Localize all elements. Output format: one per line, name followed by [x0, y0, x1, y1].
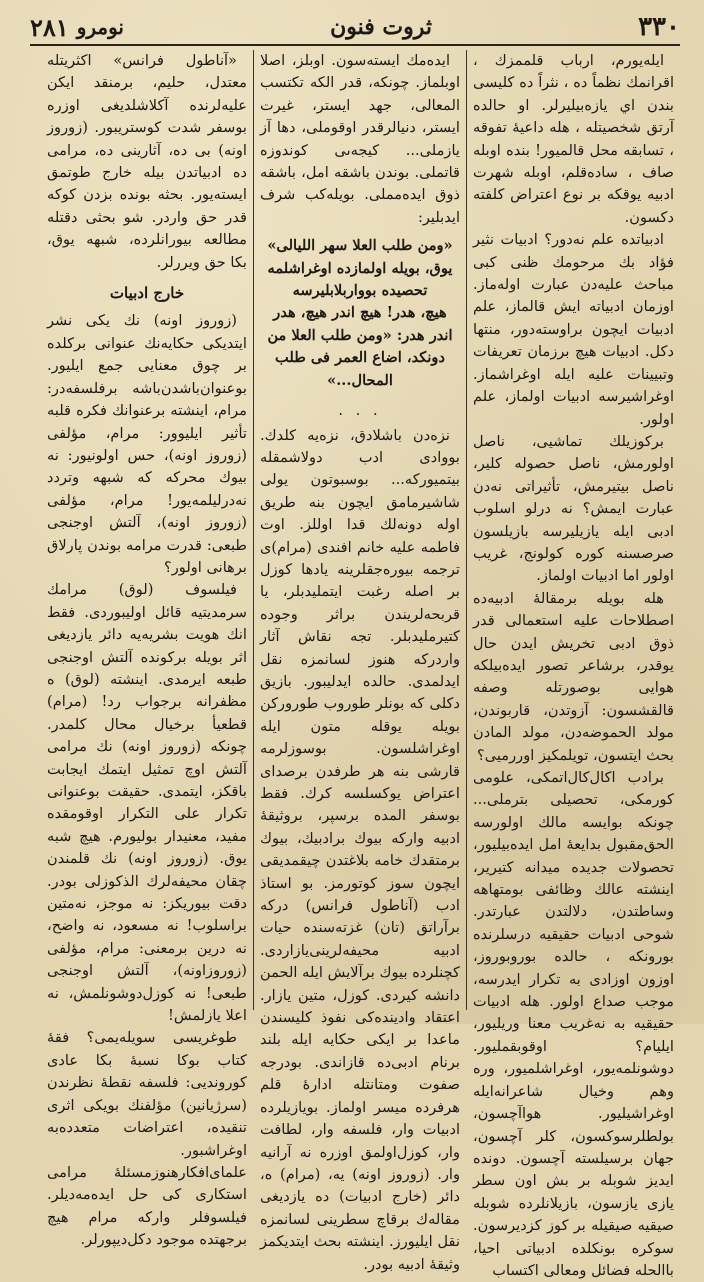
paragraph: «آناطول فرانس» اكثريتله معتدل، حليم، برمنقد ايكن عليه‌لرنده آكلاشلديغى اوزره بوسفر شدت كوستريبور. (زوروز اونه) بى ده، آثارينى ده، مرامى ده ادبياتدن بيله خارج طوتمق ايسته‌يور. بحثه بونده بزدن كوكه قدر حق واردر. شو بحثى دقتله مطالعه بيورانلرده، شبهه يوق، بكا حق ويررلر.: [47, 52, 247, 271]
paragraph: ايده‌مك ايسته‌سون. اوبلز، اصلا اوبلماز. چونكه، قدر الكه تكتسب المعالى، جهد ايستر، غيرت ايستر، دنيالرقدر اوقوملى، دها آز يازملى... كيجه‌ىى كوندوزه قاتملى. بوندن باشقه امل، باشقه ذوق ايده‌مملى. بويله‌كب شرف ايدبلير:: [260, 52, 460, 226]
paragraph: ايله‌يورم، ارباب قلممزك ، اقرانمك نظماً ده ، نثراً ده كليسى بندن اي يازه‌بيليرلر. او حالده آرتق شخصيتله ، هله داعيهٔ تفوقه ، تسابقه محل قالميور! بنده اوبله صاف ، ساده‌قلم، اوبله شهرت ادبيه يوقكه بر نوع اعتراض كلفته دكسون.: [473, 52, 674, 226]
issue-number: ٢٨١: [30, 12, 69, 42]
column-left: [41, 50, 254, 1249]
poem-line: هيچ، هدر! هيچ اندر هيچ، هدر اندر هدر: «ومن طلب العلا من دونكد، اضاع العمر فى طلب المحال...»: [267, 304, 453, 389]
poem-line: «ومن طلب العلا سهر الليالى» يوق، بويله اولمازده اوغراشلمه تحصيده بوواربلابليرسه: [267, 237, 453, 300]
issue-label: نومرو: [76, 15, 124, 39]
page-header: [30, 10, 680, 46]
column-right: [467, 50, 680, 1279]
paragraph: طوغريسى سويله‌يمى؟ فقهٔ كتاب بوكا نسبهٔ بكا عادى كورونديى: فلسفه نقطهٔ نظرندن (سرژيانين) مؤلفنك بويكى اثرى تنقيده، اعتراضات متعدده‌به اوغراشبور. علماى‌افكارهنوزمسئلهٔ مرامى استكارى كى حل ايده‌مه‌ديلر. فيلسوفلر واركه مرام هيچ برجهتده موجود دكل‌ديپورلر.: [47, 1029, 247, 1249]
paragraph: نزه‌دن باشلادق، نزه‌يه كلدك. بووادى ادب دولاشمقله بيتميوركه... بوسبوتون يولى شاشيرمامق ايچون بنه طريق اوله دونه‌لك قدا اوللز. اوت فاطمه عليه خانم افندى (مرام)ى ترجمه بيوره‌جقلرينه يادها كوزل بر اصله رغبت ايتمليدبلر، يا قربحه‌لريندن براثر وجوده كتيرمليدبلر. تجه نقاش آثار واردركه هنوز لسانمزه نقل ايدلمدى. حالده ايدليبور. بازيق دكلى كه بونلر طوروب طوروركن بويله يوقله متون ايله اوغراشلسون. بوسوزلرمه قارشى بنه هر طرفدن برصداى اعتراض يوكسلسه كرك. فقط بوسفر المده برسپر، بروثيقهٔ ادبيه واركه بيوك برادبيك، بيوك برمتقدك خامه بلاغتدن چيقمديقى ايچون سوز كوتورمز. بو استاذ ادب (آناطول فرانس) دركه برآراتق (تان) غزته‌سنده حيات ادبيه محيفه‌لرينى‌يازاردى. كچنلرده بيوك برآلايش ايله الحمن دانشه كيردى. كوزل، متين يازار. اعتقاد وادينده‌كى نفوذ كليسندن ماعدا بر ايكى حكايه ايله بلند برنام ادبى‌ده قازاندى. بودرجه صفوت ومتانتله ادارهٔ قلم هرفرده ميسر اولماز. بويازيلرده ادبيات وار، فلسفه وار، لطافت وار، كوزل‌اولمق اوزره نه آرانيه وار. (زوروز اونه) يه، (مرام) ه، دائر (خارج ادبيات) ده يازديغى مقاله‌ك برقاچ سطرينى لسانمزه نقل ايليورز. اينشته بحث ايتديكمز وثيقهٔ ادبيه بودر.: [260, 426, 460, 1273]
section-heading: خارج ادبيات: [109, 284, 185, 303]
paragraph: هله بويله برمقالهٔ ادبيه‌ده اصطلاحات عليه استعمالى قدر ذوق ادبى تخريش ايدن حال يوقدر، برشاعر تصور ايده‌بيلكه هوايى بوصورتله وصفه قالقشسون: آزوتدن، قاربوندن، مولد الحموضه‌دن، مولد المادن بحث ايتسون، تويلمكيز اوررميى؟: [473, 589, 674, 764]
text-columns: [30, 50, 680, 1279]
paragraph: برادب اكال‌كال‌اتمكى، علومى كورمكى، تحصيلى بترملى... چونكه بوايسه مالك اولورسه الحق‌مقبول بدايعهٔ امل ايده‌بيليور، تحصولات جديده ميدانه كتيرير، اينشته عالك وظائفى بومتهاهه وساطتدن، دلالتدن عبارتدر. شوحى ادبيات حقيقيه درسلرنده بورونكه ، حالده بوروبوروز، اوزون اوزادى به تكرار ايدرسه، موجب صداع اولور. هله ادبيات حقيقيه به نه‌غريب معنا وريليور، ايليام؟ اوقوبقمليور. دوشونلمه‌يور، اوغراشلميور، وره وهم وخيال شاعرانه‌ايله اوغراشيليور. هواآچسون، بولطلرسوكسون، كلر آچسون، جهان برسيلسته آچسون. دونده ايديز شوبله بر بش اون سطر يازى يازسون، بازيلانلرده شوبله صيقيه صيقيله بر كوز كزديرسون. سوكره بونكلده ادبياتى احيا، باالحله فضائل ومعالى اكتساب: [473, 769, 674, 1279]
paragraph: بركوزيلك تماشيى، ناصل اولورمش، ناصل حصوله كلير، ناصل بيتيرمش، تأثيراتى نه‌دن عبارت ايمش؟ نه درلو اسلوب ادبى ايله يازيليرسه بازيلسون صرصسنه كوره كولونج، غريب اولور اما ادبيات اولماز.: [473, 432, 674, 585]
poem-quote: [260, 235, 460, 392]
journal-title: ثروت فنون: [330, 14, 433, 40]
paragraph: (زوروز اونه) نك يكى نشر ايتديكى حكايه‌نك عنوانى بركلده بر چوق معنايى جمع ايليور. بوعنوان‌باشدن‌باشه برفلسفه‌در: مرام، اينشته برعنوانك فكره قلبه تأثير ايليوور: مرام، مؤلفى (زوروز اونه)، حس اولونيور: نه بيوك محركه كه شبهه وتردد نه‌درليلمه‌يور! مرام، مؤلفى (زوروز اونه)، آلتش اوجنجى طبعى: قدرت مرامه بوندن پارلاق برهانى اولور؟: [47, 312, 247, 576]
page-number: ٣٣٠: [638, 12, 680, 42]
paragraph: فيلسوف (لوق) مرامك سرمديتيه قائل اوليبوردى. فقط انك هويت بشريه‌يه دائر يازديغى اثر بويله بركونده آلتش اوجنجى طبعه ايرمدى. اينشته (لوق) ه مظفرانه برجواب رد! (مرام) قطعيأ برخيال محال كلمدر. چونكه (زوروز اونه) نك مرامى آلتش اوچ تمثيل ايتمك ايجابت باقكز، ايتمدى. حقيقت بوعنوانى تكرار على التكرار اوقومقده مفيد، معنيدار بوليورم. هيچ شبه يوق. (زوروز اونه) نك قلمندن چقان محيفه‌لرك الذكوزلى بودر. دقت بيوريكز: نه موجز، نه‌متين براسلوب! نه مسعود، نه واضح، نه درين برمعنى: مرام، مؤلفى (زوروزاونه)، آلتش اوجنجى طبعى! نه كوزل‌دوشونلمش، نه اعلا يازلمش!: [47, 581, 247, 1025]
section-divider: . . .: [338, 402, 382, 420]
column-middle: [254, 50, 467, 1273]
paragraph: ادبياتده علم نه‌دور؟ ادبيات نثير فؤاد بك مرحومك ظنى كبى مباحث عليه‌دن عبارت اوله‌ماز. اوزمان ادبياته ايش قالماز، علم ادبيات ايچون براوسته‌دور، منتها دكل. ادبيات هيچ برزمان تعريفات وتبيينات عليه ايله اوغراشماز. اوغراشيرسه ادبيات اولماز، علم اولور.: [473, 231, 674, 428]
issue-info: [30, 13, 124, 42]
